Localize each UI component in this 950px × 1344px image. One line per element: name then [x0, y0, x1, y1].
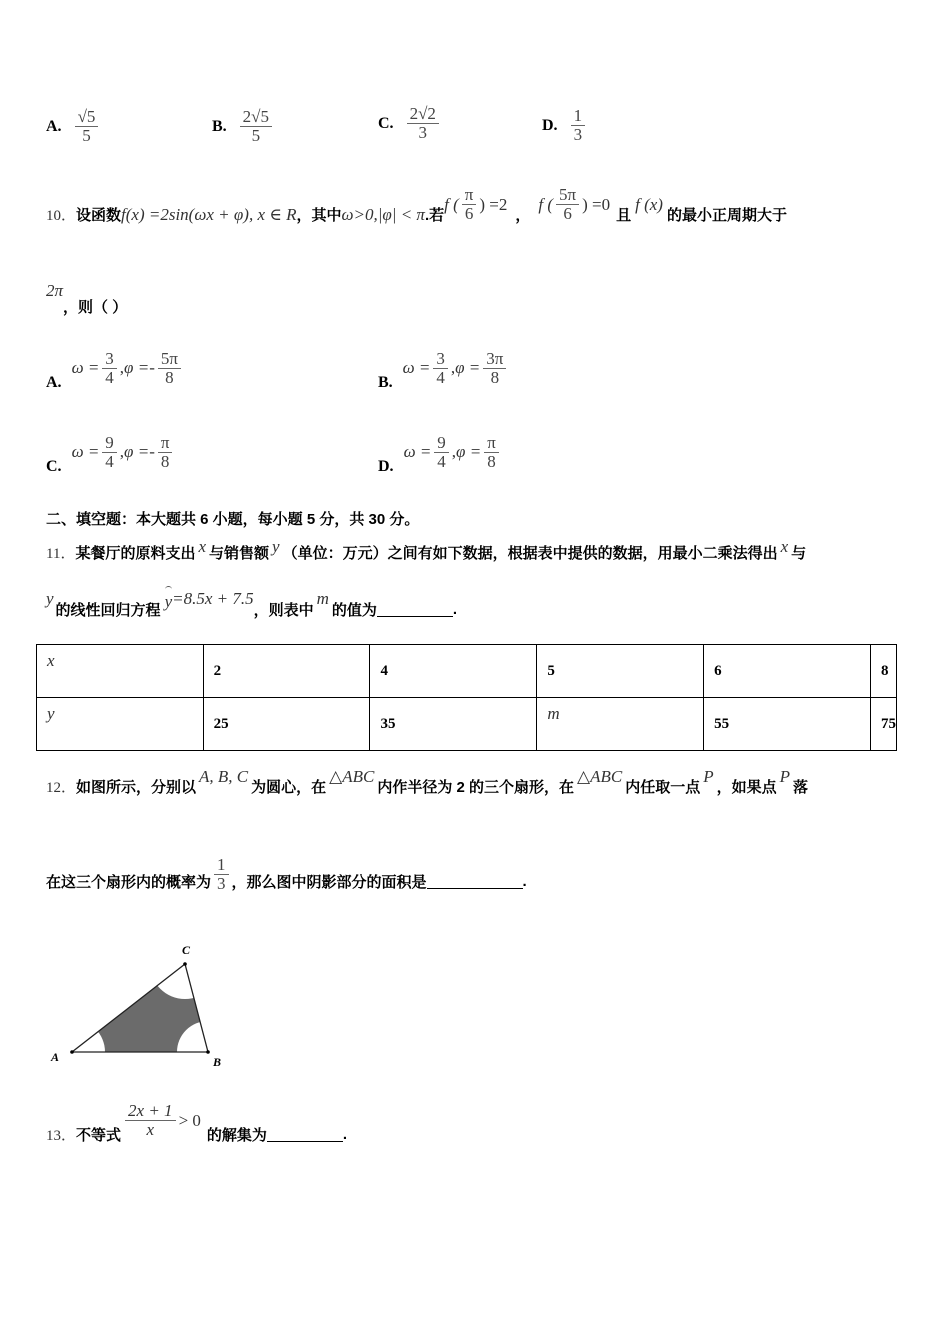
- q12-stem: 12． 如图所示，分别以 A, B, C 为圆心，在 △ABC 内作半径为 2 的三个扇形，在 △ABC 内任取一点 P ，如果点 P 落: [46, 766, 809, 796]
- fraction: $\frac{√5}{5}$: [75, 108, 99, 145]
- label-c: C: [182, 943, 191, 957]
- q9-option-d: D. $\frac{1}{3}$: [542, 107, 588, 144]
- label-a: A: [51, 1050, 60, 1064]
- fraction: $\frac{1}{3}$: [214, 856, 229, 893]
- q9-option-c: C. $\frac{2√2}{3}$: [378, 105, 442, 142]
- q10-option-a: A. ω = $\frac{3}{4}$ , φ = - $\frac{5\pi}{8}$: [46, 344, 184, 392]
- fraction: $\frac{1}{3}$: [571, 107, 586, 144]
- vertex-b: [206, 1050, 210, 1054]
- triangle-figure: [0, 930, 260, 1080]
- q10-stem: 10． 设函数 f(x) =2sin(ωx + φ) , x ∈ R ，其中 ω>0, |φ| < π .若 f ( $\frac{\pi}{6}$ ) =2 ， f ( $\frac{5\pi}{6}$ ) =0 且 f (x) 的最小正周期大于: [46, 185, 787, 224]
- fraction: $\frac{9}{4}$: [434, 434, 449, 471]
- vertex-a: [70, 1050, 74, 1054]
- q12-stem-cont: 在这三个扇形内的概率为 $\frac{1}{3}$ ，那么图中阴影部分的面积是 .: [46, 855, 527, 893]
- label-b: B: [213, 1055, 222, 1069]
- q13-stem: 13． 不等式 $\frac{2x + 1}{x}$ > 0 的解集为 .: [46, 1101, 348, 1144]
- answer-blank[interactable]: [427, 874, 523, 889]
- q10-option-d: D. ω = $\frac{9}{4}$ , φ = $\frac{\pi}{8}$: [378, 428, 502, 476]
- q10-option-c: C. ω = $\frac{9}{4}$ , φ = - $\frac{\pi}{8}$: [46, 428, 175, 476]
- q10-stem-cont: 2π ，则（ ）: [46, 280, 128, 316]
- section-heading: 二、填空题：本大题共 6 小题，每小题 5 分，共 30 分。: [46, 511, 420, 528]
- fraction: $\frac{\pi}{6}$: [462, 186, 477, 223]
- table-row: y 25 35 m 55 75: [37, 698, 897, 751]
- fraction: $\frac{3\pi}{8}$: [483, 350, 506, 387]
- fraction: $\frac{2√2}{3}$: [407, 105, 439, 142]
- fraction: $\frac{2√5}{5}$: [240, 108, 272, 145]
- data-table: [36, 644, 897, 751]
- fraction: $\frac{3}{4}$: [102, 350, 117, 387]
- fraction: $\frac{\pi}{8}$: [158, 434, 173, 471]
- answer-blank[interactable]: [377, 602, 453, 617]
- fraction: $\frac{\pi}{8}$: [484, 434, 499, 471]
- q11-stem: 11． 某餐厅的原料支出 x 与销售额 y （单位：万元）之间有如下数据，根据表中提供的数据，用最小二乘法得出 x 与: [46, 536, 807, 562]
- fraction: $\frac{2x + 1}{x}$: [125, 1102, 176, 1139]
- fraction: $\frac{9}{4}$: [102, 434, 117, 471]
- sector-a: [39, 1019, 105, 1080]
- fraction: $\frac{5\pi}{6}$: [556, 186, 579, 223]
- table-row: x 2 4 5 6 8: [37, 645, 897, 698]
- fraction: $\frac{5\pi}{8}$: [158, 350, 181, 387]
- q11-stem-cont: y 的线性回归方程 y =8.5x + 7.5 ，则表中 m 的值为 .: [46, 596, 457, 622]
- q9-option-b: B. $\frac{2√5}{5}$: [212, 108, 275, 145]
- answer-blank[interactable]: [267, 1127, 343, 1142]
- y-hat: y: [165, 586, 173, 612]
- hat-arc: [165, 586, 173, 593]
- q10-option-b: B. ω = $\frac{3}{4}$ , φ = $\frac{3\pi}{8}$: [378, 344, 509, 392]
- q9-option-a: A. $\frac{√5}{5}$: [46, 108, 101, 145]
- vertex-c: [183, 962, 187, 966]
- fraction: $\frac{3}{4}$: [433, 350, 448, 387]
